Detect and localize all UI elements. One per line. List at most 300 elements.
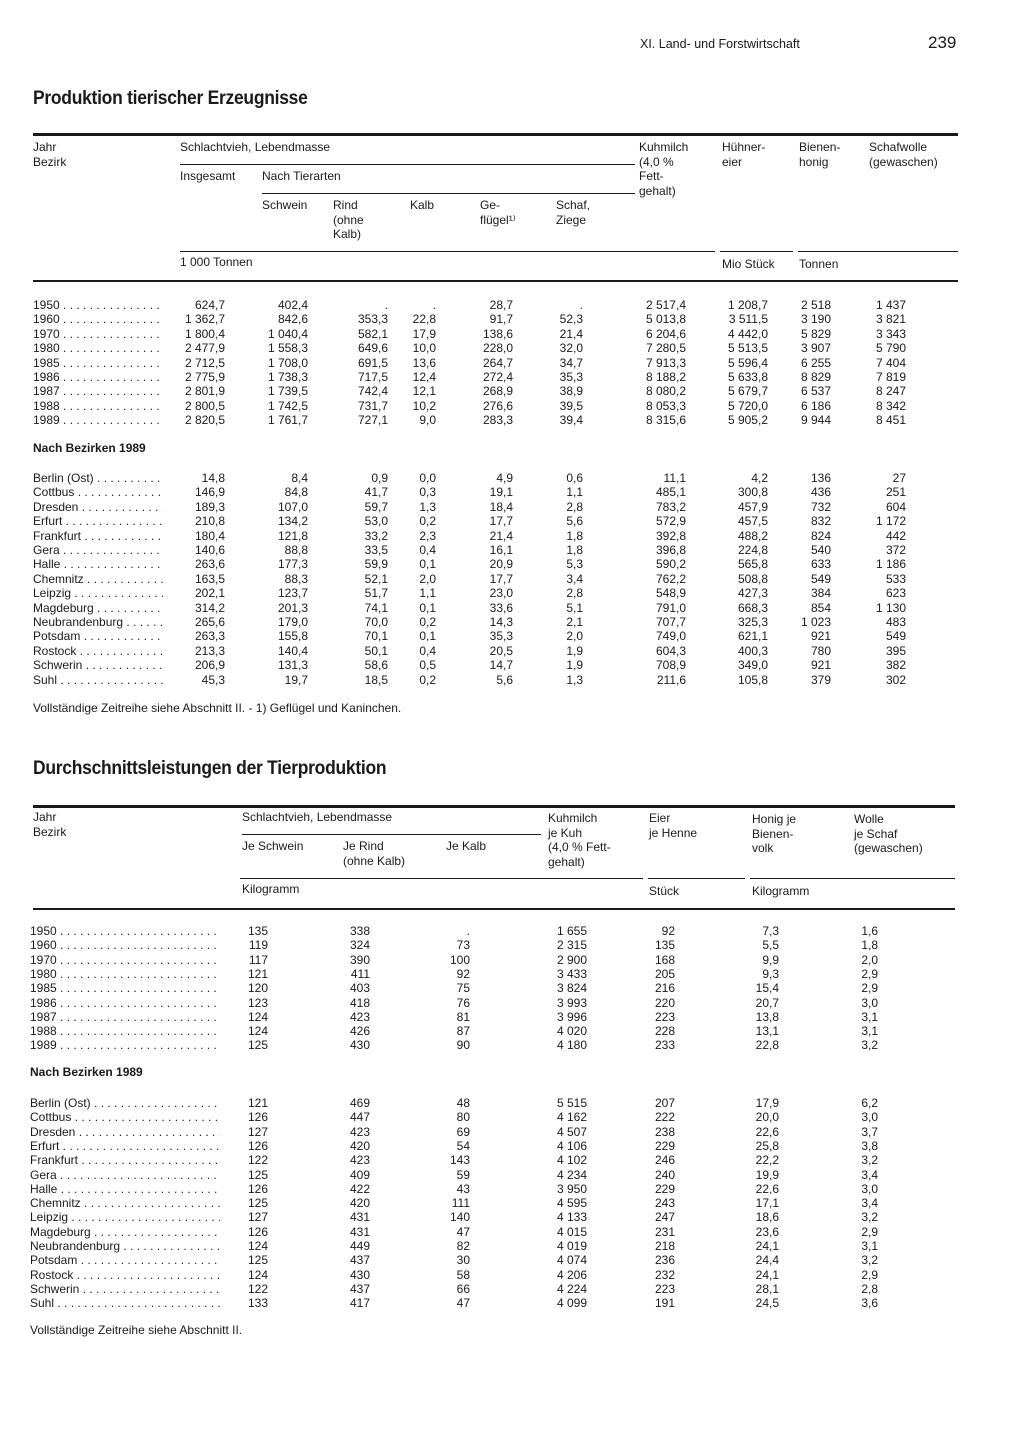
- table-cell: 276,6: [482, 398, 513, 413]
- table-cell: 1,8: [861, 938, 878, 953]
- table-cell: 427,3: [737, 586, 768, 601]
- table-cell: 125: [247, 1253, 268, 1268]
- table-row: [0, 572, 1024, 586]
- table-cell: 126: [247, 1181, 268, 1196]
- table-cell: 124: [247, 1267, 268, 1282]
- row-label: 1950 . . .: [30, 924, 220, 938]
- table-cell: 842,6: [277, 312, 308, 327]
- table-cell: 121,8: [277, 528, 308, 543]
- table-cell: 228,0: [482, 341, 513, 356]
- table-cell: 224,8: [737, 543, 768, 557]
- table-cell: 16,1: [489, 543, 513, 557]
- table-cell: 131,3: [277, 658, 308, 673]
- table-row: [0, 514, 1024, 528]
- table-row: [0, 1239, 1024, 1253]
- table-cell: 338: [349, 924, 370, 938]
- t2-header-kalb: Je Kalb: [446, 839, 487, 853]
- row-label: Rostock . . .: [30, 1268, 220, 1282]
- table-cell: 0,4: [419, 643, 436, 658]
- table-cell: 1 742,5: [267, 398, 308, 413]
- row-label: Suhl . . .: [30, 1296, 220, 1310]
- table-cell: 437: [349, 1253, 370, 1268]
- table-cell: 2,9: [861, 1224, 878, 1239]
- table-cell: 6 204,6: [645, 326, 686, 341]
- t2-header-eier: Eier je Henne: [649, 811, 698, 840]
- row-label: Leipzig . . .: [33, 586, 163, 600]
- row-label: 1950 . . .: [33, 298, 163, 312]
- table-cell: 3,0: [861, 995, 878, 1010]
- row-label: Gera . . .: [33, 543, 163, 557]
- table-cell: 218: [654, 1239, 675, 1253]
- table-cell: 19,1: [489, 485, 513, 500]
- t1-header-schlachtvieh: Schlachtvieh, Lebendmasse: [180, 140, 331, 154]
- table-cell: 3 824: [556, 981, 587, 996]
- table-cell: 604,3: [655, 643, 686, 658]
- table-cell: 426: [349, 1024, 370, 1039]
- table-cell: 400,3: [737, 643, 768, 658]
- table-cell: 59: [456, 1167, 470, 1182]
- table-cell: 81: [456, 1009, 470, 1024]
- table-cell: 3,2: [861, 1153, 878, 1168]
- t1-subheading: Nach Bezirken 1989: [33, 441, 146, 455]
- table-cell: 4 206: [556, 1267, 587, 1282]
- table-cell: 35,3: [489, 629, 513, 644]
- table-cell: 7,3: [762, 924, 779, 938]
- table-cell: 126: [247, 1224, 268, 1239]
- table-cell: 24,1: [755, 1239, 779, 1253]
- table-cell: 418: [349, 995, 370, 1010]
- row-label: Gera . . .: [30, 1168, 220, 1182]
- table-cell: 302: [885, 672, 906, 687]
- table-cell: 3,7: [861, 1124, 878, 1139]
- table-cell: 1 437: [875, 298, 906, 312]
- table-cell: 9,9: [762, 952, 779, 967]
- table-cell: 47: [456, 1296, 470, 1311]
- table-cell: 243: [654, 1196, 675, 1211]
- row-label: 1989 . . .: [30, 1038, 220, 1052]
- table-cell: 8 315,6: [645, 413, 686, 428]
- table-cell: 3 950: [556, 1181, 587, 1196]
- table-cell: 206,9: [194, 658, 225, 673]
- table-cell: 1 208,7: [727, 298, 768, 312]
- table-cell: 2,3: [419, 528, 436, 543]
- table-cell: 3 821: [875, 312, 906, 327]
- table-cell: 14,7: [489, 658, 513, 673]
- row-label: Halle . . .: [30, 1182, 220, 1196]
- table-row: [0, 1182, 1024, 1196]
- table-cell: 3 996: [556, 1009, 587, 1024]
- row-label: Potsdam . . .: [33, 629, 163, 643]
- t1-footnote: Vollständige Zeitreihe siehe Abschnitt II. - 1) Geflügel und Kaninchen.: [33, 701, 402, 715]
- table-row: [0, 1038, 1024, 1052]
- table-cell: 177,3: [277, 557, 308, 572]
- table-cell: 12,1: [412, 384, 436, 399]
- table-cell: 207: [654, 1096, 675, 1110]
- table-row: [0, 1210, 1024, 1224]
- row-label: Schwerin . . .: [30, 1282, 220, 1296]
- table-cell: 18,4: [489, 499, 513, 514]
- table-cell: 20,9: [489, 557, 513, 572]
- table-cell: 231: [654, 1224, 675, 1239]
- table-cell: 265,6: [194, 615, 225, 629]
- table-row: [0, 543, 1024, 557]
- table-cell: 533: [885, 571, 906, 586]
- table-cell: 136: [810, 471, 831, 485]
- table-cell: 5 013,8: [645, 312, 686, 327]
- table-row: [0, 485, 1024, 499]
- table-cell: 22,6: [755, 1124, 779, 1139]
- table-cell: 105,8: [737, 672, 768, 687]
- table-cell: 19,7: [284, 672, 308, 687]
- table-cell: 0,2: [419, 514, 436, 529]
- table-cell: 8 342: [875, 398, 906, 413]
- table-cell: 742,4: [357, 384, 388, 399]
- table-cell: 135: [654, 938, 675, 953]
- t1-header-schaf: Schaf, Ziege: [556, 198, 591, 227]
- t1-rule-schlachtvieh: [180, 164, 635, 165]
- row-label: 1989 . . .: [33, 413, 163, 427]
- table-cell: 18,6: [755, 1210, 779, 1225]
- table-cell: 717,5: [357, 370, 388, 384]
- table-cell: 34,7: [559, 355, 583, 370]
- table-cell: 6,2: [861, 1096, 878, 1110]
- table-cell: 233: [654, 1038, 675, 1053]
- table-row: [0, 1024, 1024, 1038]
- table-cell: 8 247: [875, 384, 906, 399]
- table-cell: 38,9: [559, 384, 583, 399]
- table-cell: 325,3: [737, 615, 768, 629]
- table-row: [0, 586, 1024, 600]
- table-cell: 17,7: [489, 514, 513, 529]
- table-cell: 8 080,2: [645, 384, 686, 399]
- table-cell: 1,3: [419, 499, 436, 514]
- table-cell: 624,7: [194, 298, 225, 312]
- table-cell: 0,4: [419, 543, 436, 557]
- table-cell: 53,0: [364, 514, 388, 529]
- row-label: 1960 . . .: [30, 938, 220, 952]
- table-cell: 2,8: [566, 499, 583, 514]
- table-cell: 121: [247, 1096, 268, 1110]
- table-cell: 20,5: [489, 643, 513, 658]
- table-row: [0, 629, 1024, 643]
- table-cell: 430: [349, 1038, 370, 1053]
- table-cell: 5 596,4: [727, 355, 768, 370]
- row-label: Cottbus . . .: [30, 1110, 220, 1124]
- table-cell: 409: [349, 1167, 370, 1182]
- table-row: [0, 996, 1024, 1010]
- table-cell: 229: [654, 1138, 675, 1153]
- table-cell: 442: [885, 528, 906, 543]
- table-cell: 731,7: [357, 398, 388, 413]
- table-cell: 2 775,9: [184, 370, 225, 384]
- table-cell: 0,3: [419, 485, 436, 500]
- table-cell: 229: [654, 1181, 675, 1196]
- table-cell: 4 507: [556, 1124, 587, 1139]
- row-label: Berlin (Ost) . . .: [33, 471, 163, 485]
- table-row: [0, 981, 1024, 995]
- table-cell: 423: [349, 1009, 370, 1024]
- table-cell: 28,1: [755, 1281, 779, 1296]
- table-row: [0, 529, 1024, 543]
- table-cell: 1,1: [419, 586, 436, 601]
- row-label: Magdeburg . . .: [33, 601, 163, 615]
- table-cell: 3,4: [861, 1167, 878, 1182]
- table-cell: 0,1: [419, 557, 436, 572]
- table-cell: 549: [885, 629, 906, 644]
- table-cell: 4 102: [556, 1153, 587, 1168]
- table-cell: 4 224: [556, 1281, 587, 1296]
- table-cell: 39,4: [559, 413, 583, 428]
- row-label: Magdeburg . . .: [30, 1225, 220, 1239]
- table-cell: 28,7: [489, 298, 513, 312]
- table-cell: 6 537: [800, 384, 831, 399]
- table-cell: 10,2: [412, 398, 436, 413]
- table-cell: 5,6: [496, 672, 513, 687]
- table-cell: 8 829: [800, 370, 831, 384]
- table-cell: 48: [456, 1096, 470, 1110]
- table-cell: 4 074: [556, 1253, 587, 1268]
- table-cell: 5 515: [556, 1096, 587, 1110]
- table-cell: 921: [810, 629, 831, 644]
- table-cell: 240: [654, 1167, 675, 1182]
- table-cell: 1 800,4: [184, 326, 225, 341]
- table-cell: 3 907: [800, 341, 831, 356]
- t1-header-bottom-rule: [33, 280, 958, 282]
- t2-rule-schlachtvieh: [242, 834, 541, 835]
- table-cell: 202,1: [194, 586, 225, 601]
- table-row: [0, 1296, 1024, 1310]
- table-cell: 111: [451, 1196, 470, 1211]
- table-cell: 1 172: [875, 514, 906, 529]
- table-cell: 123,7: [277, 586, 308, 601]
- table-cell: 8,4: [291, 471, 308, 485]
- table-cell: 75: [456, 981, 470, 996]
- table-cell: 0,2: [419, 615, 436, 629]
- table-cell: 7 404: [875, 355, 906, 370]
- table-cell: 423: [349, 1124, 370, 1139]
- table-cell: 732: [810, 499, 831, 514]
- table-cell: 264,7: [482, 355, 513, 370]
- table-row: [0, 658, 1024, 672]
- table-cell: 3,8: [861, 1138, 878, 1153]
- table-cell: 134,2: [277, 514, 308, 529]
- table-cell: 2,9: [861, 1267, 878, 1282]
- table-cell: 24,4: [755, 1253, 779, 1268]
- table-cell: 100: [449, 952, 470, 967]
- table-cell: 6 186: [800, 398, 831, 413]
- table-cell: 140: [449, 1210, 470, 1225]
- row-label: Frankfurt . . .: [30, 1153, 220, 1167]
- table-cell: 30: [456, 1253, 470, 1268]
- table-cell: 247: [654, 1210, 675, 1225]
- row-label: Neubrandenburg . . .: [33, 615, 163, 629]
- table-cell: 120: [247, 981, 268, 996]
- table-cell: 5 633,8: [727, 370, 768, 384]
- table-cell: 58: [456, 1267, 470, 1282]
- row-label: Chemnitz . . .: [33, 572, 163, 586]
- table-cell: 59,9: [364, 557, 388, 572]
- table-cell: 17,9: [755, 1096, 779, 1110]
- table-cell: 1 130: [875, 600, 906, 615]
- table-row: [0, 1253, 1024, 1267]
- table-cell: 35,3: [559, 370, 583, 384]
- table-cell: 2 477,9: [184, 341, 225, 356]
- table-cell: 572,9: [655, 514, 686, 529]
- table-cell: 127: [247, 1210, 268, 1225]
- table-cell: 4 020: [556, 1024, 587, 1039]
- row-label: Chemnitz . . .: [30, 1196, 220, 1210]
- table-cell: 121: [247, 966, 268, 981]
- t2-unit-stueck: Stück: [649, 884, 680, 898]
- table-cell: 52,3: [559, 312, 583, 327]
- table-cell: 420: [349, 1196, 370, 1211]
- table-cell: 396,8: [655, 543, 686, 557]
- table-cell: 2 315: [556, 938, 587, 953]
- table-cell: 1 362,7: [184, 312, 225, 327]
- t2-unit-kilogramm: Kilogramm: [242, 882, 300, 896]
- table-row: [0, 1196, 1024, 1210]
- table-cell: 10,0: [412, 341, 436, 356]
- table-row: [0, 967, 1024, 981]
- table-cell: 1,8: [566, 543, 583, 557]
- table-cell: 236: [654, 1253, 675, 1268]
- table-cell: 5 679,7: [727, 384, 768, 399]
- table-cell: 6 255: [800, 355, 831, 370]
- t1-header-jahr: Jahr Bezirk: [33, 140, 67, 169]
- table-row: [0, 924, 1024, 938]
- table-cell: 436: [810, 485, 831, 500]
- table-cell: 2,8: [566, 586, 583, 601]
- table-cell: 14,8: [201, 471, 225, 485]
- table-row: [0, 500, 1024, 514]
- t1-unit-mio-stueck: Mio Stück: [722, 257, 775, 271]
- table-cell: 4,2: [751, 471, 768, 485]
- table-cell: 12,4: [412, 370, 436, 384]
- t2-unit-rule-b: [648, 878, 745, 879]
- table-row: [0, 356, 1024, 370]
- row-label: Rostock . . .: [33, 644, 163, 658]
- table-cell: 8 053,3: [645, 398, 686, 413]
- row-label: Schwerin . . .: [33, 658, 163, 672]
- table-cell: 2,0: [566, 629, 583, 644]
- table-cell: 384: [810, 586, 831, 601]
- table-cell: 122: [247, 1153, 268, 1168]
- table1-top-rule: [33, 133, 958, 136]
- table-cell: 2,9: [861, 966, 878, 981]
- t1-unit-tonnen: 1 000 Tonnen: [180, 255, 253, 269]
- table-cell: 780: [810, 643, 831, 658]
- table-cell: 2,0: [861, 952, 878, 967]
- table-cell: 3,0: [861, 1110, 878, 1125]
- t2-unit-rule-a: [240, 878, 643, 879]
- table-row: [0, 615, 1024, 629]
- table-cell: 431: [349, 1224, 370, 1239]
- t1-rule-tierarten: [262, 193, 635, 194]
- table-cell: 379: [810, 672, 831, 687]
- table-cell: 708,9: [655, 658, 686, 673]
- table-cell: 22,8: [412, 312, 436, 327]
- table-row: [0, 1125, 1024, 1139]
- table-row: [0, 370, 1024, 384]
- table-cell: 621,1: [737, 629, 768, 644]
- table-cell: 50,1: [364, 643, 388, 658]
- table-cell: 485,1: [655, 485, 686, 500]
- t2-subheading: Nach Bezirken 1989: [30, 1065, 143, 1079]
- row-label: Potsdam . . .: [30, 1253, 220, 1267]
- table-cell: 349,0: [737, 658, 768, 673]
- row-label: Dresden . . .: [33, 500, 163, 514]
- t1-header-honig: Bienen- honig: [799, 140, 841, 169]
- table-cell: 353,3: [357, 312, 388, 327]
- table-cell: 749,0: [655, 629, 686, 644]
- table-cell: 133: [247, 1296, 268, 1311]
- table-cell: 205: [654, 966, 675, 981]
- page-number: 239: [928, 33, 957, 52]
- table-cell: 3,2: [861, 1210, 878, 1225]
- table-cell: 417: [349, 1296, 370, 1311]
- table-cell: 5,6: [566, 514, 583, 529]
- table-cell: 1,1: [566, 485, 583, 500]
- table-cell: 168: [654, 952, 675, 967]
- table-cell: 74,1: [364, 600, 388, 615]
- table-cell: 2 712,5: [184, 355, 225, 370]
- table-cell: 5,3: [566, 557, 583, 572]
- t2-header-jahr: Jahr Bezirk: [33, 810, 67, 839]
- table-row: [0, 312, 1024, 326]
- table-cell: 791,0: [655, 600, 686, 615]
- table-cell: 8 451: [875, 413, 906, 428]
- table-cell: 23,0: [489, 586, 513, 601]
- table-cell: 604: [885, 499, 906, 514]
- table-cell: 2,1: [566, 615, 583, 629]
- t2-header-wolle: Wolle je Schaf (gewaschen): [854, 812, 923, 855]
- table-cell: 565,8: [737, 557, 768, 572]
- table-cell: 590,2: [655, 557, 686, 572]
- table-cell: 582,1: [357, 326, 388, 341]
- table-cell: 24,1: [755, 1267, 779, 1282]
- table-row: [0, 601, 1024, 615]
- table-cell: 3 190: [800, 312, 831, 327]
- table-cell: 124: [247, 1239, 268, 1253]
- table-cell: 92: [661, 924, 675, 938]
- table-cell: 390: [349, 952, 370, 967]
- table-cell: 59,7: [364, 499, 388, 514]
- row-label: Frankfurt . . .: [33, 529, 163, 543]
- t2-header-rind: Je Rind (ohne Kalb): [343, 839, 406, 868]
- table-cell: 125: [247, 1167, 268, 1182]
- table2-title: Durchschnittsleistungen der Tierproduktion: [33, 758, 387, 779]
- table-cell: 5 513,5: [727, 341, 768, 356]
- t1-unit-rule-b: [720, 251, 793, 252]
- t1-header-rind: Rind (ohne Kalb): [333, 198, 364, 241]
- table-cell: 201,3: [277, 600, 308, 615]
- table-cell: .: [466, 924, 470, 938]
- table-cell: 143: [449, 1153, 470, 1168]
- table-cell: 854: [810, 600, 831, 615]
- t1-header-wolle: Schafwolle (gewaschen): [869, 140, 938, 169]
- table-row: [0, 1282, 1024, 1296]
- table-cell: 3,1: [861, 1239, 878, 1253]
- table-cell: 80: [456, 1110, 470, 1125]
- table-cell: 2 820,5: [184, 413, 225, 428]
- table-cell: 457,5: [737, 514, 768, 529]
- table-row: [0, 384, 1024, 398]
- table-cell: 423: [349, 1153, 370, 1168]
- table-cell: 3 343: [875, 326, 906, 341]
- table-cell: 0,1: [419, 600, 436, 615]
- table-cell: 4,9: [496, 471, 513, 485]
- table-cell: 210,8: [194, 514, 225, 529]
